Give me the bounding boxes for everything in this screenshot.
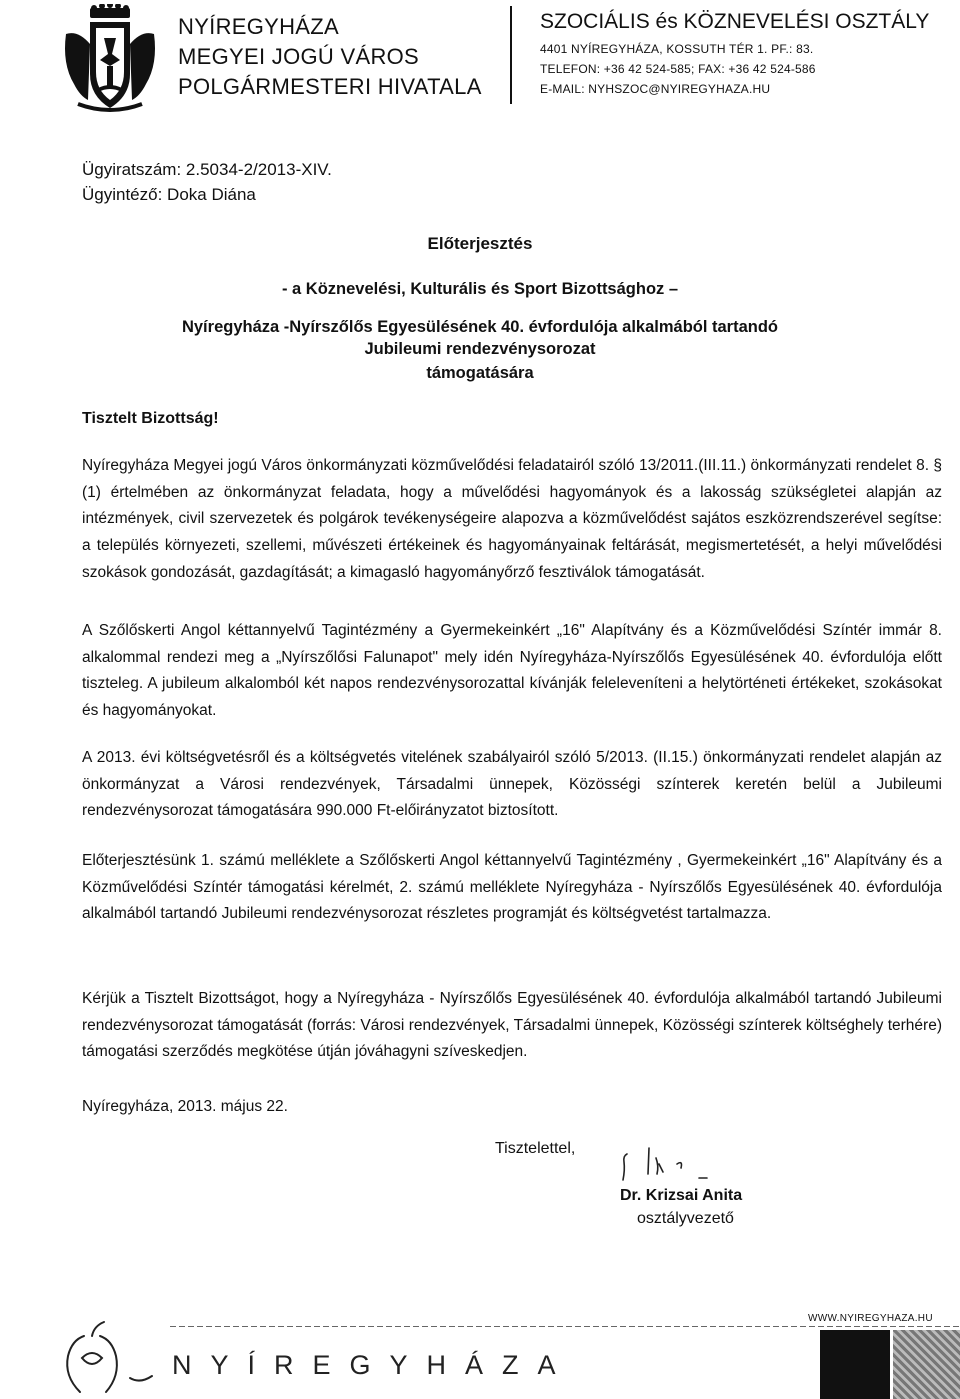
footer-website: WWW.NYIREGYHAZA.HU xyxy=(808,1313,933,1324)
city-name-line3: POLGÁRMESTERI HIVATALA xyxy=(178,74,482,99)
footer-rule xyxy=(170,1326,960,1327)
committee-line: - a Köznevelési, Kulturális és Sport Bizottsághoz – xyxy=(281,280,679,298)
subject-line1: Nyíregyháza -Nyírszőlős Egyesülésének 40. évfordulója alkalmából tartandó xyxy=(181,318,779,336)
department-email: E-MAIL: NYHSZOC@NYIREGYHAZA.HU xyxy=(540,82,771,96)
case-officer: Ügyintéző: Doka Diána xyxy=(82,185,256,204)
body-paragraph-5: Kérjük a Tisztelt Bizottságot, hogy a Nyíregyháza - Nyírszőlős Egyesülésének 40. évfordulója alkalmából tartandó Jubileumi rendezvénysorozat támogatását (forrás: Városi rendezvények, Társadalmi ünnepek, Közösségi színterek költséghely terhére) támogatási szerződés megkötése útján jóváhagyni szíveskedjen. xyxy=(82,990,942,1061)
salutation: Tisztelt Bizottság! xyxy=(82,410,219,427)
place-and-date: Nyíregyháza, 2013. május 22. xyxy=(82,1098,288,1115)
signatory-role: osztályvezető xyxy=(637,1210,734,1227)
footer-decor-block-dark xyxy=(820,1330,890,1399)
body-paragraph-4: Előterjesztésünk 1. számú melléklete a Szőlőskerti Angol kéttannyelvű Tagintézmény , Gyermekeinkért „16" Alapítvány és a Közművelődési Színtér támogatási kérelmét, 2. számú melléklete Nyíregyháza - Nyírszőlős Egyesülésének 40. évfordulója alkalmából tartandó Jubileumi rendezvénysorozat részletes programját és költségvetést tartalmazza. xyxy=(82,852,942,923)
city-name-line1: NYÍREGYHÁZA xyxy=(178,14,339,39)
department-title: SZOCIÁLIS és KÖZNEVELÉSI OSZTÁLY xyxy=(540,10,930,33)
body-paragraph-3: A 2013. évi költségvetésről és a költségvetés vitelének szabályairól szóló 5/2013. (II.15.) önkormányzati rendelet alapján az önkormányzat a Városi rendezvények, Társadalmi ünnepek, Közösségi színterek keretén belül a Jubileumi rendezvénysorozat támogatására 990.000 Ft-előirányzatot biztosított. xyxy=(82,749,942,820)
signatory-name: Dr. Krizsai Anita xyxy=(620,1187,743,1204)
handwritten-signature-icon xyxy=(615,1140,725,1185)
document-heading: Előterjesztés xyxy=(427,234,533,253)
city-name-line2: MEGYEI JOGÚ VÁROS xyxy=(178,44,420,69)
coat-of-arms-icon xyxy=(60,4,160,116)
body-paragraph-2: A Szőlőskerti Angol kéttannyelvű Tagintézmény a Gyermekeinkért „16" Alapítvány és a Közművelődési Színtér immár 8. alkalommal rendezi meg a „Nyírszőlősi Falunapot" mely idén Nyíregyháza-Nyírszőlős Egyesülésének 40. évfordulója előtt tiszteleg. A jubileum alkalomból két napos rendezvénysorozattal kívánják feleleveníteni a helytörténeti értékeket, szokásokat és hagyományokat. xyxy=(82,622,942,720)
footer-decor-block-pattern xyxy=(893,1330,960,1399)
case-number: Ügyiratszám: 2.5034-2/2013-XIV. xyxy=(82,160,332,179)
city-logo-icon xyxy=(60,1318,170,1398)
closing-phrase: Tisztelettel, xyxy=(495,1140,576,1157)
body-paragraph-1: Nyíregyháza Megyei jogú Város önkormányzati közművelődési feladatairól szóló 13/2011.(III.11.) önkormányzati rendelet 8. § (1) értelmében az önkormányzat feladata, hogy a művelődési hagyományok és a lakosság szükségletei alapján az intézmények, civil szervezetek és polgárok tevékenységeire alapozva a közművelődést sajátos eszközrendszerével segítse: a település környezeti, szellemi, művészeti értékeinek és hagyományainak feltárását, megismertetését, a helyi művelődési szokások gondozását, gazdagítását; a kimagasló hagyományőrző fesztiválok támogatását. xyxy=(82,457,942,581)
subject-line3: támogatására xyxy=(426,364,534,382)
footer-wordmark: NYÍREGYHÁZA xyxy=(172,1350,575,1380)
department-address: 4401 NYÍREGYHÁZA, KOSSUTH TÉR 1. PF.: 83. xyxy=(540,42,814,56)
header-divider xyxy=(510,6,512,104)
department-phone: TELEFON: +36 42 524-585; FAX: +36 42 524-586 xyxy=(540,62,816,76)
subject-line2: Jubileumi rendezvénysorozat xyxy=(364,340,596,358)
